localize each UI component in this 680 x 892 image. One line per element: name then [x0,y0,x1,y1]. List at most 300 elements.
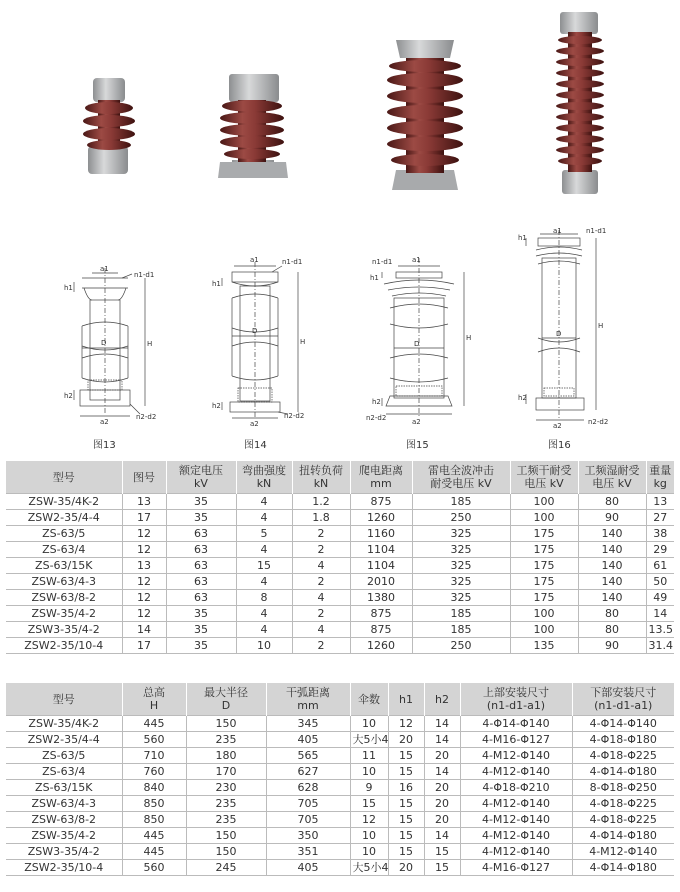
table-cell: 4-M16-Φ127 [460,732,572,748]
table-cell: 4-M12-Φ140 [460,828,572,844]
table-cell: 445 [122,828,186,844]
table-cell: 235 [186,732,266,748]
table-cell: 2 [292,526,350,542]
column-header [646,461,674,494]
table-cell: 13 [646,494,674,510]
model-cell: ZSW2-35/10-4 [6,860,122,876]
drawing-fig15 [382,258,464,418]
column-header-line: h2 [435,692,449,706]
table-cell: 875 [350,494,412,510]
column-header-line: 扭转负荷 [299,464,343,477]
table-cell: 38 [646,526,674,542]
table-cell: 90 [578,510,646,526]
column-header [350,461,412,494]
model-cell: ZSW-35/4K-2 [6,716,122,732]
column-header-line: h1 [399,692,413,706]
table-row [6,542,674,558]
table-cell: 4-Φ18-Φ225 [572,812,674,828]
table-cell: 20 [388,860,424,876]
table-cell: 4 [236,494,292,510]
table-cell: 4-Φ14-Φ180 [572,828,674,844]
table-cell: 35 [166,494,236,510]
table-cell: 14 [424,716,460,732]
table-row [6,558,674,574]
column-header-line: 工频干耐受 [516,464,572,477]
table-cell: 20 [424,812,460,828]
table-cell: 1160 [350,526,412,542]
table-cell: 大5小4 [350,860,388,876]
table-row [6,844,674,860]
model-cell: ZSW2-35/4-4 [6,510,122,526]
table-cell: 4 [236,622,292,638]
table-cell: 250 [412,510,510,526]
table-cell: 90 [578,638,646,654]
table-cell: 185 [412,494,510,510]
table-cell: 4 [236,606,292,622]
table-cell: 405 [266,860,350,876]
spec-table-electrical [6,461,674,654]
fig15-a1: a1 [412,256,421,264]
table-cell: 14 [424,764,460,780]
technical-drawings [0,228,680,453]
table-cell: 705 [266,796,350,812]
table-row [6,622,674,638]
column-header-line: 最大半径 [204,686,248,699]
table-cell: 150 [186,716,266,732]
table-cell: 4 [292,622,350,638]
table-cell: 63 [166,590,236,606]
table-cell: 565 [266,748,350,764]
fig14-h1: h1 [212,280,221,288]
model-cell: ZS-63/15K [6,558,122,574]
fig16-h2: h2 [518,394,527,402]
column-header-line: kN [256,477,272,490]
table-cell: 12 [122,574,166,590]
table-cell: 235 [186,796,266,812]
table-cell: 17 [122,638,166,654]
table-cell: 10 [350,764,388,780]
table-cell: 20 [424,748,460,764]
table-row [6,780,674,796]
table-cell: 2 [292,638,350,654]
fig16-D: D [556,330,562,338]
column-header-line: 电压 kV [524,477,564,490]
table-cell: 15 [350,796,388,812]
fig13-n2d2: n2-d2 [136,413,157,421]
model-cell: ZSW2-35/10-4 [6,638,122,654]
table-cell: 31.4 [646,638,674,654]
fig16-n2d2: n2-d2 [588,418,609,426]
drawing-fig14 [222,262,298,418]
table-cell: 4-Φ18-Φ210 [460,780,572,796]
table-cell: 875 [350,606,412,622]
fig16-n1d1: n1-d1 [586,228,607,235]
table-cell: 4-Φ14-Φ180 [572,764,674,780]
table-row [6,606,674,622]
column-header-line: 图号 [133,470,155,484]
insulator-photos [0,0,680,215]
fig15-n1d1-top: n1-d1 [372,258,393,266]
table-cell: 4-Φ14-Φ180 [572,860,674,876]
column-header-line: 雷电全波冲击 [428,464,494,477]
table-cell: 235 [186,812,266,828]
table-cell: 325 [412,558,510,574]
table-cell: 4 [236,574,292,590]
fig15-D: D [414,340,420,348]
column-header-line: 额定电压 [179,464,223,477]
table-cell: 13 [122,494,166,510]
column-header [122,683,186,716]
table-cell: 150 [186,844,266,860]
table-cell: 180 [186,748,266,764]
table-cell: 850 [122,796,186,812]
table-cell: 445 [122,844,186,860]
model-cell: ZSW2-35/4-4 [6,732,122,748]
table-cell: 12 [122,606,166,622]
table-cell: 80 [578,494,646,510]
model-cell: ZS-63/4 [6,764,122,780]
table-cell: 4 [292,590,350,606]
table-cell: 2 [292,606,350,622]
table-cell: 29 [646,542,674,558]
table-cell: 15 [236,558,292,574]
table-cell: 35 [166,622,236,638]
table-row [6,748,674,764]
fig16-a1: a1 [553,228,562,235]
table-cell: 875 [350,622,412,638]
model-cell: ZSW3-35/4-2 [6,622,122,638]
column-header [266,683,350,716]
fig15-H: H [466,334,472,342]
table-cell: 175 [510,574,578,590]
table-cell: 35 [166,510,236,526]
column-header-line: 电压 kV [592,477,632,490]
column-header [424,683,460,716]
table-cell: 560 [122,732,186,748]
table-cell: 1.8 [292,510,350,526]
column-header [122,461,166,494]
model-cell: ZSW-63/4-3 [6,796,122,812]
table-cell: 80 [578,606,646,622]
column-header [6,461,122,494]
table-cell: 760 [122,764,186,780]
fig14-a1: a1 [250,256,259,264]
table-cell: 大5小4 [350,732,388,748]
table-cell: 20 [424,796,460,812]
column-header-line: 爬电距离 [359,464,403,477]
table-cell: 350 [266,828,350,844]
table-cell: 5 [236,526,292,542]
figure-label-15: 图15 [406,440,429,451]
table-cell: 16 [388,780,424,796]
table-cell: 245 [186,860,266,876]
table-cell: 8 [236,590,292,606]
fig13-a2: a2 [100,418,109,426]
column-header [292,461,350,494]
table-row [6,860,674,876]
table-cell: 2010 [350,574,412,590]
table-cell: 35 [166,638,236,654]
fig16-a2: a2 [553,422,562,430]
table-cell: 2 [292,542,350,558]
table-cell: 20 [424,780,460,796]
figure-label-16: 图16 [548,440,571,451]
table-cell: 1104 [350,558,412,574]
table-cell: 325 [412,542,510,558]
column-header-line: 上部安装尺寸 [483,686,549,699]
table-cell: 63 [166,574,236,590]
model-cell: ZSW-63/8-2 [6,590,122,606]
table-cell: 230 [186,780,266,796]
table-cell: 175 [510,590,578,606]
table-cell: 325 [412,526,510,542]
table-cell: 560 [122,860,186,876]
fig15-n2d2: n2-d2 [366,414,387,422]
table-cell: 12 [122,590,166,606]
table-cell: 175 [510,558,578,574]
table-cell: 10 [350,828,388,844]
table-cell: 15 [388,812,424,828]
fig15-h1: h1 [370,274,379,282]
column-header [166,461,236,494]
table-cell: 345 [266,716,350,732]
table-cell: 49 [646,590,674,606]
table-cell: 4-Φ14-Φ140 [460,716,572,732]
fig14-h2: h2 [212,402,221,410]
table-cell: 50 [646,574,674,590]
table-row [6,638,674,654]
column-header-line: kV [194,477,208,490]
table-cell: 4-Φ18-Φ225 [572,748,674,764]
table-cell: 2 [292,574,350,590]
table-cell: 4-Φ18-Φ180 [572,732,674,748]
column-header-line: 下部安装尺寸 [590,686,657,699]
table-cell: 850 [122,812,186,828]
column-header-line: kN [313,477,329,490]
fig14-H: H [300,338,306,346]
table-cell: 12 [350,812,388,828]
table-cell: 4-M12-Φ140 [572,844,674,860]
table-cell: 12 [388,716,424,732]
fig16-H: H [598,322,604,330]
table-row [6,796,674,812]
column-header-line: 总高 [143,686,165,699]
model-cell: ZS-63/15K [6,780,122,796]
column-header-line: kg [653,477,667,490]
table-cell: 445 [122,716,186,732]
column-header-line: mm [370,477,392,490]
table-cell: 100 [510,494,578,510]
table-cell: 15 [388,748,424,764]
table-cell: 351 [266,844,350,860]
table-cell: 4-M12-Φ140 [460,764,572,780]
figure-label-14: 图14 [244,440,267,451]
column-header [460,683,572,716]
table-cell: 12 [122,542,166,558]
fig14-n1d1: n1-d1 [282,258,303,266]
column-header [412,461,510,494]
column-header-line: 型号 [52,470,75,484]
table-cell: 15 [388,764,424,780]
fig15-h2: h2 [372,398,381,406]
column-header [572,683,674,716]
table-cell: 840 [122,780,186,796]
insulator-photo-1 [83,78,135,174]
table-cell: 15 [388,844,424,860]
insulator-photo-4 [556,12,604,194]
table-cell: 705 [266,812,350,828]
table-cell: 250 [412,638,510,654]
table-cell: 1380 [350,590,412,606]
table-cell: 405 [266,732,350,748]
table-row [6,732,674,748]
table-cell: 140 [578,558,646,574]
table-cell: 11 [350,748,388,764]
model-cell: ZSW-35/4-2 [6,828,122,844]
table-cell: 4-M12-Φ140 [460,812,572,828]
table-cell: 80 [578,622,646,638]
table-cell: 150 [186,828,266,844]
table-row [6,716,674,732]
table-row [6,590,674,606]
insulator-photo-2 [218,74,288,178]
table-row [6,812,674,828]
table-cell: 14 [424,732,460,748]
table-cell: 61 [646,558,674,574]
table-cell: 14 [424,828,460,844]
model-cell: ZSW-63/8-2 [6,812,122,828]
table-cell: 4 [236,542,292,558]
table-cell: 4 [236,510,292,526]
table-row [6,574,674,590]
model-cell: ZS-63/5 [6,526,122,542]
table-cell: 9 [350,780,388,796]
table-cell: 4 [292,558,350,574]
fig14-n2d2: n2-d2 [284,412,305,420]
table-cell: 627 [266,764,350,780]
table-cell: 12 [122,526,166,542]
model-cell: ZSW-35/4-2 [6,606,122,622]
drawing-fig16 [526,230,596,420]
table-cell: 1.2 [292,494,350,510]
column-header [388,683,424,716]
table-cell: 15 [424,860,460,876]
table-cell: 4-M12-Φ140 [460,844,572,860]
figure-label-13: 图13 [93,440,116,451]
table-cell: 170 [186,764,266,780]
table-cell: 20 [388,732,424,748]
table-cell: 13 [122,558,166,574]
table-cell: 14 [122,622,166,638]
table-cell: 4-Φ14-Φ140 [572,716,674,732]
column-header-line: D [221,699,231,712]
insulator-photo-3 [387,40,463,190]
table-row [6,526,674,542]
column-header-line: H [149,699,159,712]
table-row [6,510,674,526]
table-cell: 175 [510,526,578,542]
column-header [578,461,646,494]
drawing-fig13 [74,268,145,416]
table-cell: 63 [166,526,236,542]
table-cell: 17 [122,510,166,526]
table-cell: 325 [412,574,510,590]
fig13-h1: h1 [64,284,73,292]
column-header-line: 重量 [649,464,672,477]
table-cell: 35 [166,606,236,622]
table-cell: 628 [266,780,350,796]
column-header-line: 干弧距离 [286,686,330,699]
fig16-h1: h1 [518,234,527,242]
table-cell: 15 [388,796,424,812]
table-cell: 13.5 [646,622,674,638]
spec-table-dimensions [6,683,674,876]
table-cell: 27 [646,510,674,526]
column-header-line: 伞数 [358,692,380,706]
table-cell: 15 [388,828,424,844]
table-cell: 1104 [350,542,412,558]
table-cell: 4-M12-Φ140 [460,748,572,764]
table-cell: 15 [424,844,460,860]
table-cell: 185 [412,622,510,638]
table-row [6,494,674,510]
column-header-line: 型号 [52,692,75,706]
model-cell: ZSW-35/4K-2 [6,494,122,510]
table-cell: 10 [350,716,388,732]
table-row [6,764,674,780]
column-header-line: (n1-d1-a1) [486,699,546,712]
table-cell: 325 [412,590,510,606]
table-cell: 4-Φ18-Φ225 [572,796,674,812]
fig13-a1: a1 [100,265,109,273]
fig13-h2: h2 [64,392,73,400]
column-header-line: 工频湿耐受 [584,464,640,477]
column-header [350,683,388,716]
table-cell: 100 [510,606,578,622]
column-header [510,461,578,494]
table-cell: 710 [122,748,186,764]
fig13-H: H [147,340,153,348]
table-cell: 10 [236,638,292,654]
fig14-D: D [252,327,258,335]
table-cell: 140 [578,542,646,558]
table-cell: 1260 [350,638,412,654]
fig13-D: D [101,339,107,347]
column-header-line: 耐受电压 kV [430,477,492,490]
model-cell: ZSW-63/4-3 [6,574,122,590]
column-header-line: 弯曲强度 [242,464,286,477]
column-header [236,461,292,494]
table-cell: 63 [166,542,236,558]
column-header [6,683,122,716]
fig14-a2: a2 [250,420,259,428]
model-cell: ZSW3-35/4-2 [6,844,122,860]
column-header [186,683,266,716]
table-cell: 140 [578,590,646,606]
table-cell: 4-M16-Φ127 [460,860,572,876]
table-cell: 1260 [350,510,412,526]
table-cell: 185 [412,606,510,622]
model-cell: ZS-63/4 [6,542,122,558]
table-cell: 135 [510,638,578,654]
table-cell: 63 [166,558,236,574]
table-cell: 100 [510,510,578,526]
fig15-a2: a2 [412,418,421,426]
table-cell: 100 [510,622,578,638]
table-cell: 10 [350,844,388,860]
table-cell: 175 [510,542,578,558]
model-cell: ZS-63/5 [6,748,122,764]
